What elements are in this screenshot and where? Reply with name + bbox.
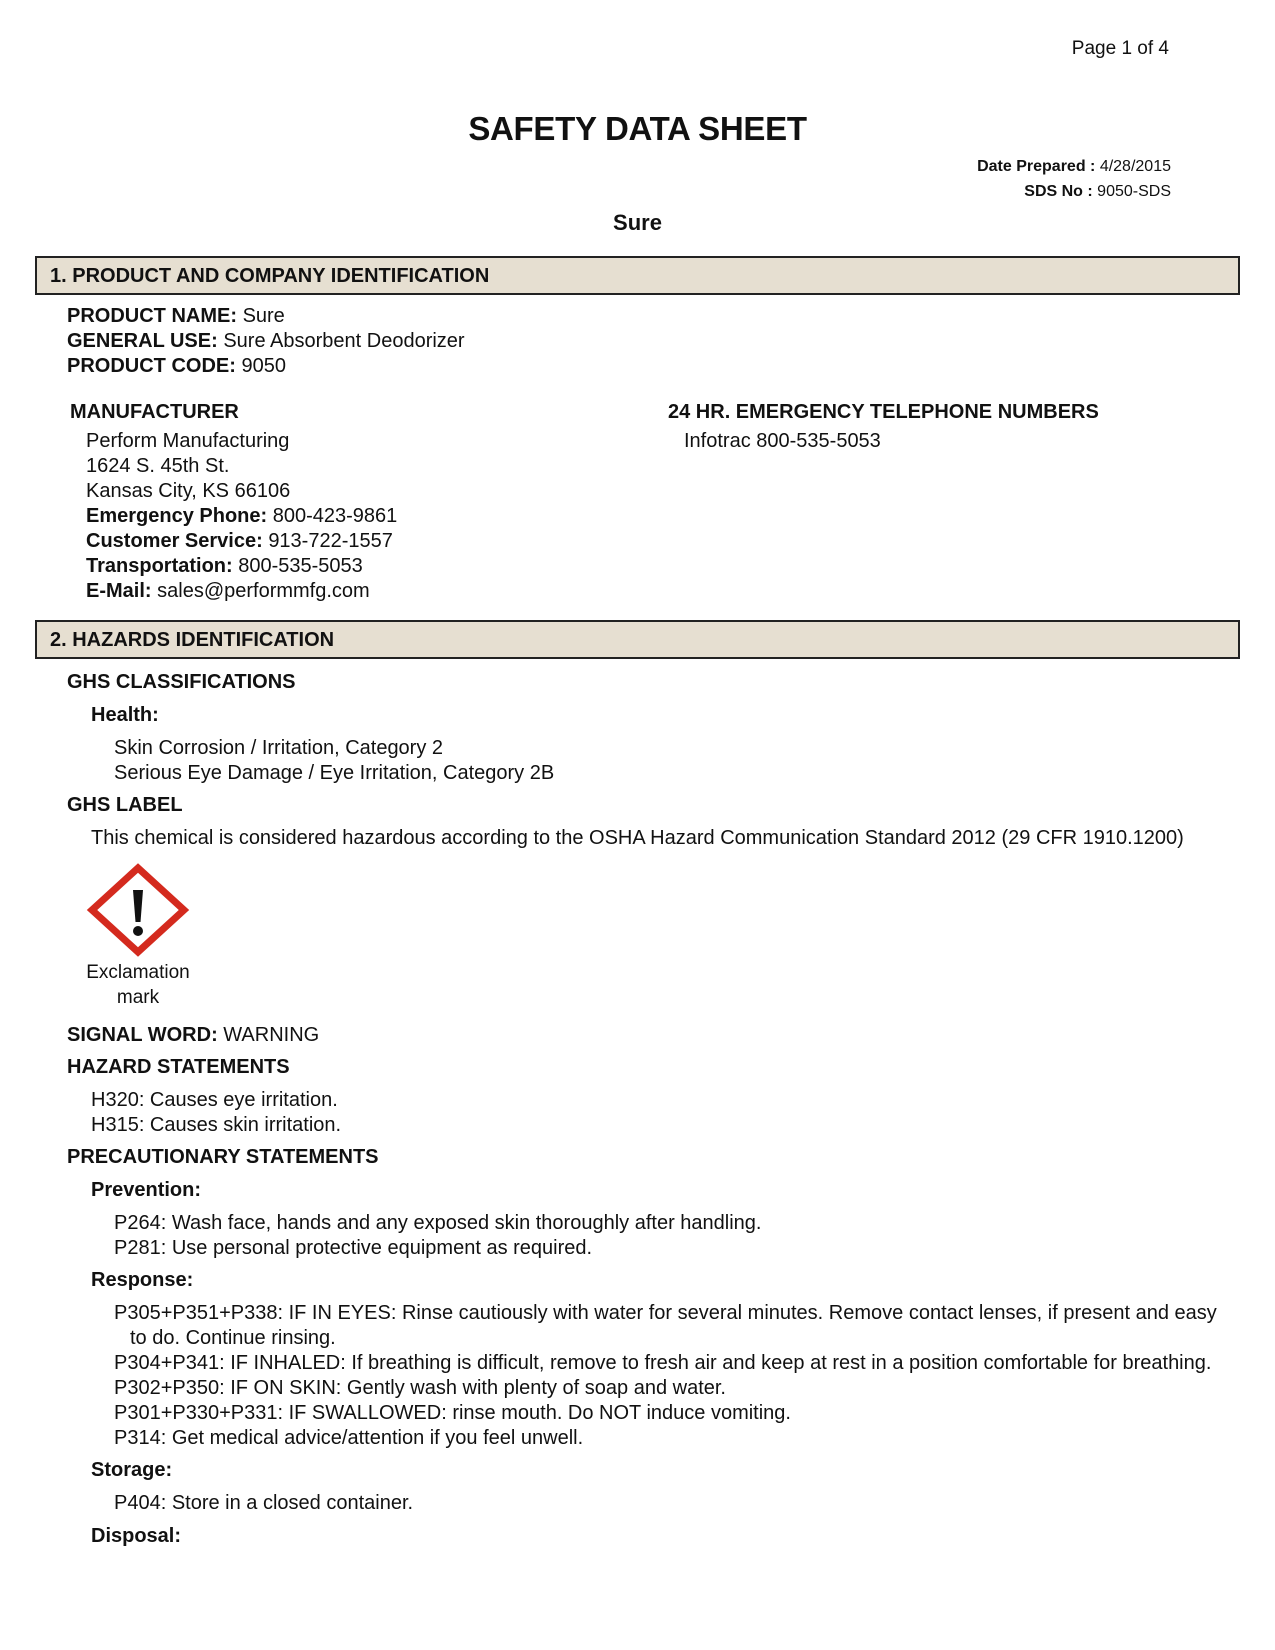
general-use-value: Sure Absorbent Deodorizer [223,330,465,352]
prevention-label: Prevention: [91,1179,202,1201]
storage-label: Storage: [91,1459,173,1481]
hazard-statements-heading: HAZARD STATEMENTS [67,1056,290,1078]
health-item: Skin Corrosion / Irritation, Category 2 [114,737,444,759]
health-item: Serious Eye Damage / Eye Irritation, Category 2B [114,762,555,784]
response-item: P301+P330+P331: IF SWALLOWED: rinse mouth. Do NOT induce vomiting. [114,1402,791,1424]
product-name-heading: Sure [613,210,662,235]
emergency-number-line: Infotrac 800-535-5053 [684,430,881,452]
page-indicator: Page 1 of 4 [1071,38,1169,59]
response-item: P302+P350: IF ON SKIN: Gently wash with plenty of soap and water. [114,1377,726,1399]
email-row [86,579,370,603]
response-item: P304+P341: IF INHALED: If breathing is difficult, remove to fresh air and keep at rest in a position comfortable for breathing. [114,1352,1212,1374]
disposal-label: Disposal: [91,1525,182,1547]
section-1-title: 1. PRODUCT AND COMPANY IDENTIFICATION [50,265,490,287]
emergency-phone-row [86,504,397,528]
section-2-title: 2. HAZARDS IDENTIFICATION [50,629,335,651]
manufacturer-heading: MANUFACTURER [70,401,239,423]
product-name-value: Sure [242,305,285,327]
date-prepared [977,158,1171,176]
product-code-row [67,354,286,378]
health-label: Health: [91,704,159,726]
response-item: P305+P351+P338: IF IN EYES: Rinse cautiously with water for several minutes. Remove contact lenses, if present and easy [114,1302,1217,1324]
section-1-header [35,256,1240,295]
product-code-label: PRODUCT CODE: [67,355,236,377]
precautionary-heading: PRECAUTIONARY STATEMENTS [67,1146,379,1168]
signal-word-value: WARNING [223,1024,320,1046]
hazard-statement: H320: Causes eye irritation. [91,1089,338,1111]
signal-word-row [67,1023,319,1047]
ghs-label-text: This chemical is considered hazardous according to the OSHA Hazard Communication Standard 2012 (29 CFR 1910.1200) [91,827,1184,849]
customer-service-label: Customer Service: [86,530,263,552]
response-item: P314: Get medical advice/attention if you feel unwell. [114,1427,584,1449]
response-item-continuation: to do. Continue rinsing. [130,1327,336,1349]
sds-number-label: SDS No : [1024,183,1093,200]
response-label: Response: [91,1269,194,1291]
transportation-row [86,554,363,578]
ghs-classifications-heading: GHS CLASSIFICATIONS [67,671,296,693]
email-label: E-Mail: [86,580,152,602]
emergency-numbers-heading: 24 HR. EMERGENCY TELEPHONE NUMBERS [668,401,1099,423]
transportation-label: Transportation: [86,555,233,577]
email-value[interactable]: sales@performmfg.com [157,580,370,602]
general-use-row [67,329,465,353]
prevention-item: P281: Use personal protective equipment as required. [114,1237,593,1259]
exclamation-mark-icon [86,862,190,958]
customer-service-value: 913-722-1557 [268,530,393,552]
ghs-label-heading: GHS LABEL [67,794,183,816]
pictogram-label-line-2: mark [116,987,160,1008]
section-2-header [35,620,1240,659]
sds-number [1024,183,1171,201]
emergency-phone-label: Emergency Phone: [86,505,268,527]
sds-number-value: 9050-SDS [1097,183,1171,200]
signal-word-label: SIGNAL WORD: [67,1024,218,1046]
transportation-value: 800-535-5053 [238,555,363,577]
manufacturer-address-2: Kansas City, KS 66106 [86,480,291,502]
product-name-row [67,304,285,328]
date-prepared-label: Date Prepared : [977,158,1096,175]
manufacturer-address-1: 1624 S. 45th St. [86,455,230,477]
prevention-item: P264: Wash face, hands and any exposed skin thoroughly after handling. [114,1212,762,1234]
manufacturer-name: Perform Manufacturing [86,430,290,452]
general-use-label: GENERAL USE: [67,330,218,352]
customer-service-row [86,529,393,553]
product-code-value: 9050 [241,355,286,377]
emergency-phone-value: 800-423-9861 [272,505,398,527]
hazard-statement: H315: Causes skin irritation. [91,1114,342,1136]
document-title: SAFETY DATA SHEET [468,110,807,147]
product-name-label: PRODUCT NAME: [67,305,237,327]
pictogram-label-line-1: Exclamation [86,962,190,983]
storage-item: P404: Store in a closed container. [114,1492,414,1514]
date-prepared-value: 4/28/2015 [1099,158,1171,175]
pictogram-label [70,960,206,1010]
